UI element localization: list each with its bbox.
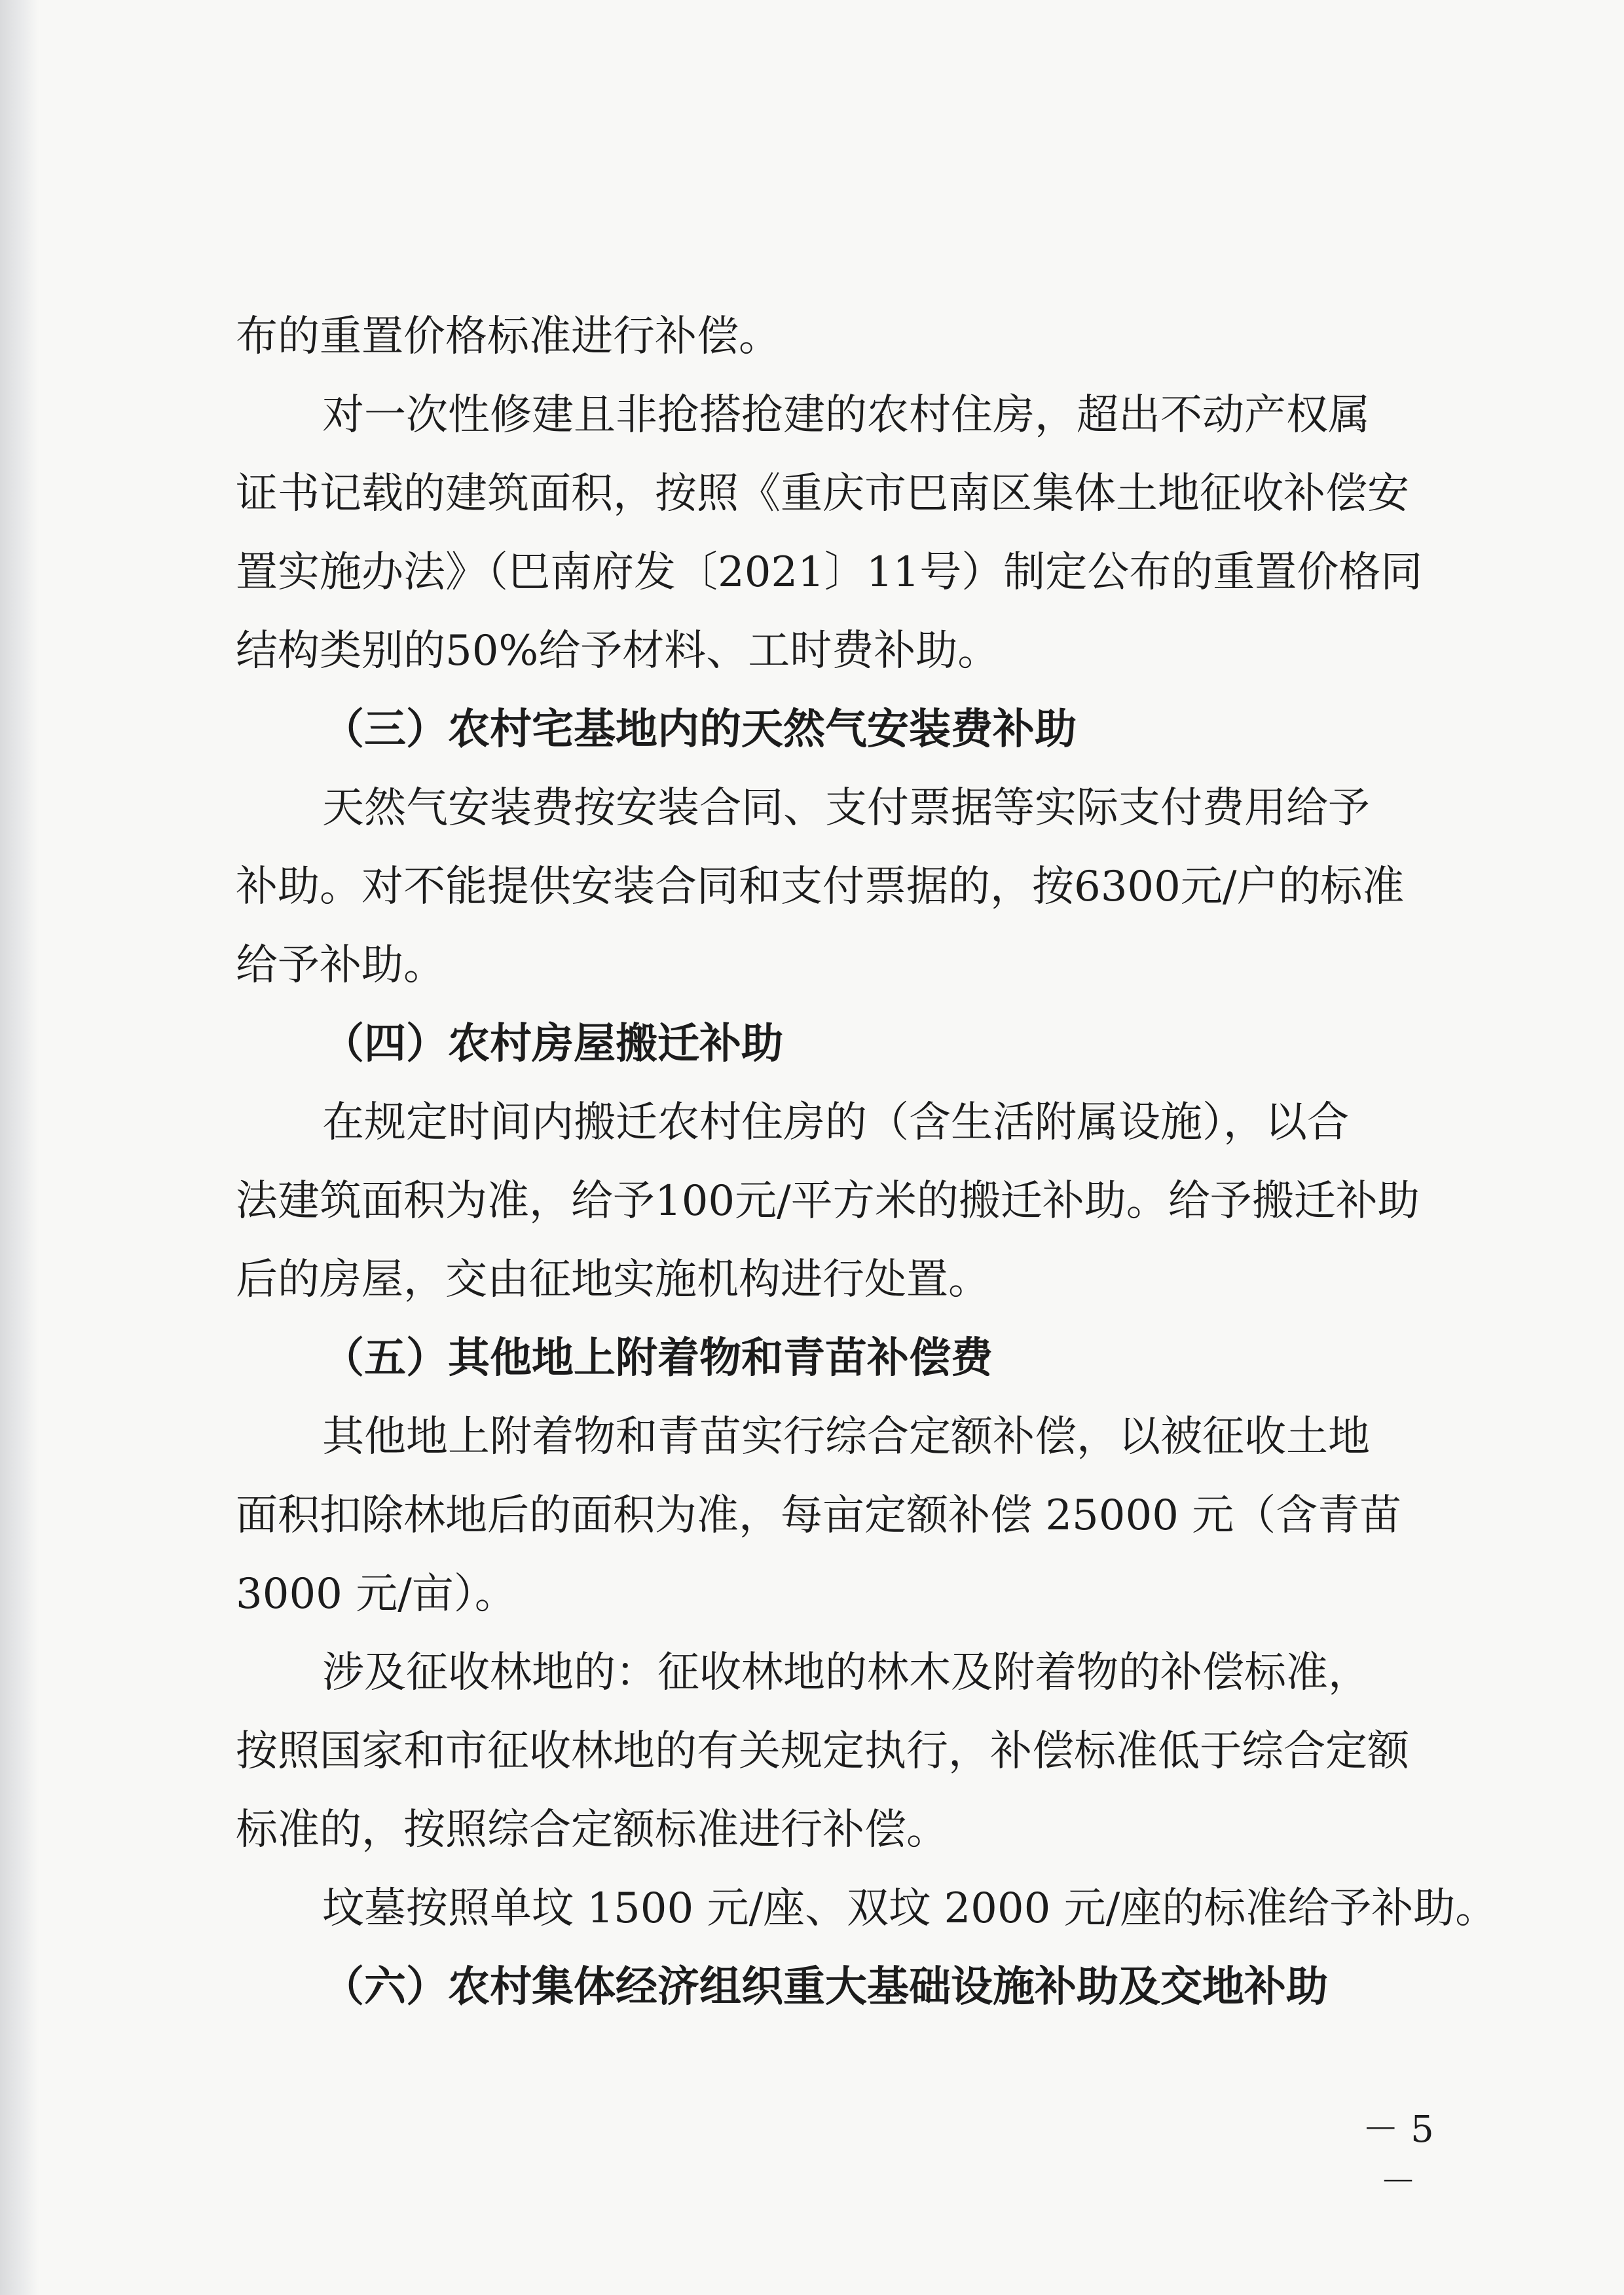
text-line: 法建筑面积为准，给予100元/平方米的搬迁补助。给予搬迁补助: [236, 1177, 1420, 1225]
page-number: － 5 －: [1362, 2108, 1434, 2203]
text-line: 标准的，按照综合定额标准进行补偿。: [236, 1806, 948, 1854]
heading-text: （五）其他地上附着物和青苗补偿费: [322, 1334, 993, 1383]
text-line: 坟墓按照单坟 1500 元/座、双坟 2000 元/座的标准给予补助。: [322, 1884, 1498, 1933]
text-line: 后的房屋，交由征地实施机构进行处置。: [236, 1256, 990, 1304]
heading-text: （六）农村集体经济组织重大基础设施补助及交地补助: [322, 1963, 1328, 2011]
text-line: 证书记载的建筑面积，按照《重庆市巴南区集体土地征收补偿安: [236, 470, 1409, 518]
text-line: 按照国家和市征收林地的有关规定执行，补偿标准低于综合定额: [236, 1727, 1409, 1776]
heading-text: （四）农村房屋搬迁补助: [322, 1020, 783, 1068]
text-line: 置实施办法》（巴南府发〔2021〕11号）制定公布的重置价格同: [236, 548, 1423, 597]
heading-text: （三）农村宅基地内的天然气安装费补助: [322, 705, 1077, 754]
text-line: 在规定时间内搬迁农村住房的（含生活附属设施），以合: [322, 1098, 1349, 1147]
text-line: 给予补助。: [236, 941, 445, 990]
text-line: 补助。对不能提供安装合同和支付票据的，按6300元/户的标准: [236, 863, 1405, 911]
text-line: 布的重置价格标准进行补偿。: [236, 312, 781, 361]
text-line: 涉及征收林地的：征收林地的林木及附着物的补偿标准，: [322, 1649, 1370, 1697]
text-line: 面积扣除林地后的面积为准，每亩定额补偿 25000 元（含青苗: [236, 1491, 1402, 1540]
text-line: 其他地上附着物和青苗实行综合定额补偿，以被征收土地: [322, 1413, 1370, 1461]
text-line: 天然气安装费按安装合同、支付票据等实际支付费用给予: [322, 784, 1370, 832]
text-line: 对一次性修建且非抢搭抢建的农村住房，超出不动产权属: [322, 391, 1370, 439]
text-line: 3000 元/亩）。: [236, 1570, 517, 1618]
scan-binding-edge: [0, 0, 39, 2295]
text-line: 结构类别的50%给予材料、工时费补助。: [236, 627, 1000, 675]
